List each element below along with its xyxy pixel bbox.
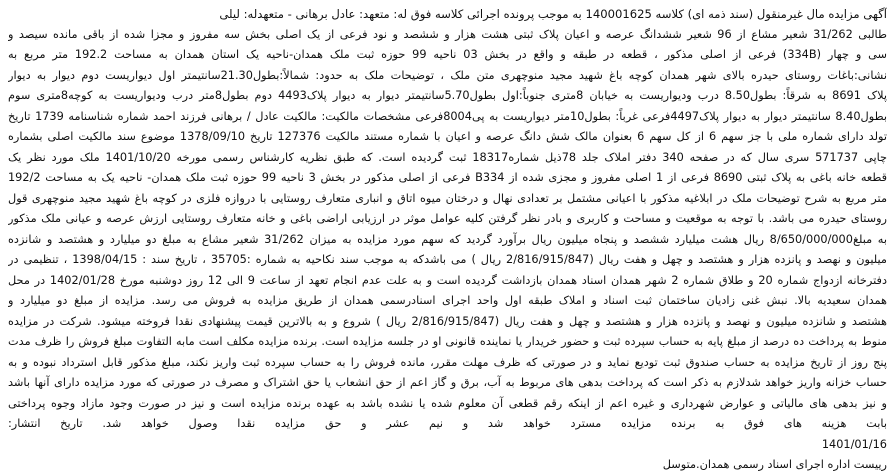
notice-line: هشتصد و شانزده میلیون و نهصد و پانزده هزار و هشتصد و چهل و هفت ریال (2/816/915/847 ریال ) شروع و به بالاترین قیمت پیشنهادی نقدا فروخته میشود. شرکت در مزایده [8,314,887,328]
notice-line: قطعه خانه باغی به پلاک ثبتی 8690 فرعی از 1 اصلی مفروز و مجزی شده از B334 فرعی از اصلی مذکور در بخش 3 ناحیه 99 حوزه ثبت ملک همدان- ناحیه یک به مساحت 192/2 [8,171,887,184]
notice-line: پنج روز از تاریخ مزایده به حساب صندوق ثبت تودیع نماید و در صورتی که ظرف مهلت مقرر، مانده فروش را به حساب سپرده ثبت واریز نکند، مبلغ مذکور قابل استرداد نبوده و به [8,355,887,369]
notice-line: دفترخانه ازدواج شماره 20 و طلاق شماره 2 شهر همدان اسناد همدان بازداشت گردیده است و به علت عدم انجام تعهد از ساعت 9 الی 12 روز دوشنبه مورخ 1402/01/28 در محل [8,273,887,287]
notice-line: روستای حیدره می باشد. با توجه به موقعیت و مساحت و کاربری و بادر نظر گرفتن کلیه عوامل موثر در ارزیابی اراضی باغی و خانه متعارف روستایی ارزش عرصه و عیانی ملک مذکور [8,212,887,225]
notice-line: نشانی:باغات روستای حیدره بالای شهر همدان کوچه باغ شهید مجید منوچهری متن ملک ، توضیحات ملک به حدود: شمالاً:بطول21.30سانتیمتر اول دیواریست دوم دیوار به دیوار [8,68,887,82]
notice-line: سی و چهار (334B) فرعی از اصلی مذکور ، قطعه در طبقه و واقع در بخش 03 ناحیه 99 حوزه ثبت ملک همدان-ناحیه یک استان همدان به مساحت 192.2 متر مربع به [8,48,887,61]
notice-line: طالبی 31/262 شعیر مشاع از 96 شعیر ششدانگ عرصه و اعیان پلاک ثبتی هشت هزار و ششصد و نود فرعی از یک اصلی بخش سه مفروز و مجزا شده از باقی مانده سیصد و [8,27,887,41]
notice-line: پلاک 8691 به شرقاً: بطول8.50 درب ودیواریست به خیابان 8متری جنوباً:اول بطول5.70سانتیمتر دیوار به دیوار پلاک4493 دوم بطول8متر درب ودیواریست به کوچه8متری سوم [8,89,887,102]
notice-line: بابت هزینه های فوق به برنده مزایده مسترد خواهد شد و نیم عشر و حق مزایده نقدا وصول خواهد شد. تاریخ انتشار: [8,417,887,430]
notice-line: بطول8.40 سانتیمتر دیوار به دیوار پلاک4497فرعی غرباً: بطول10متر دیواریست به پی8004فرعی مشخصات مالکیت: مالکیت عادل / برهانی فرزند احمد شماره شناسنامه 1739 تاریخ [8,109,887,123]
publish-date: 1401/01/16 [821,437,887,451]
notice-line: تولد دارای شماره ملی با جز سهم 6 از کل سهم 6 بعنوان مالک شش دانگ عرصه و اعیان با شماره مستند مالکیت 127376 تاریخ 1378/09/10 موضوع سند مالکیت اصلی بشماره [8,130,887,143]
notice-title: آگهی مزایده مال غیرمنقول (سند ذمه ای) کلاسه 140001625 به موجب پرونده اجرائی کلاسه فوق له: متعهد: عادل برهانی - متعهدله: لیلی [219,7,887,21]
signature: رییست اداره اجرای اسناد رسمی همدان.متوسل [662,458,887,471]
notice-line: به مبلغ8/650/000/000 ریال هشت میلیارد ششصد و پنجاه میلیون ریال برآورد گردید که سهم مورد مزایده به میزان 31/262 شعیر مشاع به مبلغ دو میلیارد و هشتصد و شانزده [8,232,887,246]
notice-line: میلیون و نهصد و پانزده هزار و هشتصد و چهل و هفت ریال (2/816/915/847 ریال ) می باشدکه به موجب سند نکاحیه به شماره :35705 ، تاریخ سند : 1398/04/15 ، تنظیمی در [8,253,887,266]
notice-line: حساب خزانه واریز خواهد شدلازم به ذکر است که پرداخت بدهی های مربوط به آب، برق و گاز اعم از حق انشعاب یا حق اشتراک و مصرف در صورتی که مورد مزایده دارای آنها باشد [8,376,887,389]
notice-line: همدان سعیدیه بالا. نبش غنی زادیان ساختمان ثبت اسناد و املاک طبقه اول واحد اجرای اسنادرسمی همدان از طریق مزایده به فروش می رسد. مزایده از مبلغ دو میلیارد و [8,294,887,307]
notice-line: منوط به پرداخت ده درصد از مبلغ پایه به حساب سپرده ثبت و حضور خریدار یا نماینده قانونی او در جلسه مزایده است. برنده مزایده مکلف است مابه التفاوت مبلغ فروش را ظرف مدت [8,335,887,348]
notice-line: چاپی 571737 سری سال که در صفحه 340 دفتر املاک جلد 78ذیل شماره18317 ثبت گردیده است. که طبق نظریه کارشناس رسمی مورخه 1401/10/20 ملک مورد نظر یک [8,150,887,164]
notice-line: و نیز بدهی های مالیاتی و عوارض شهرداری و غیره اعم از اینکه رقم قطعی آن معلوم شده یا نشده باشد به عهده برنده مزایده است و نیز در صورت وجود مازاد وجوه پرداختی [8,396,887,410]
notice-line: متر مربع به شرح توضیحات ملک در ابلاغیه مذکور با اعیانی مشتمل بر تعدادی نهال و درختان میوه اتاق و انباری متعارف روستایی با دروازه فلزی در کوچه باغ شهید مجید منوچهری قول [8,191,887,205]
